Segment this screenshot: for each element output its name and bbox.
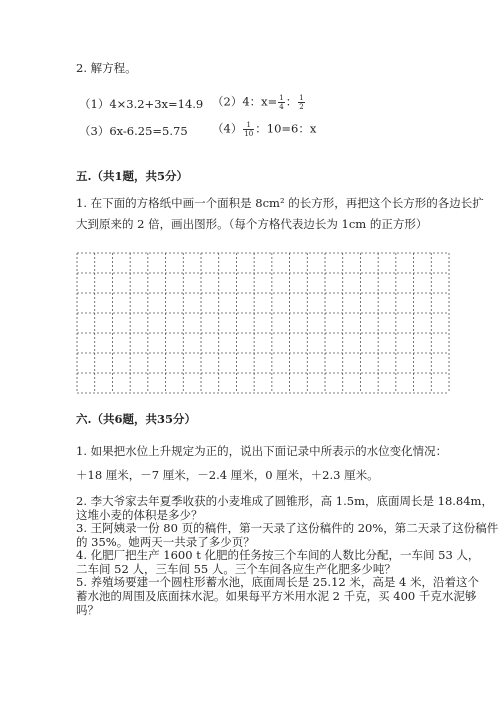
section-heading-equations: 2. 解方程。 [76,61,137,75]
ratio-colon: ： [285,94,298,109]
square-grid-paper [76,252,450,394]
fraction-numerator: 1 [243,121,254,130]
fraction-one-half [298,94,304,111]
fraction-one-tenth [243,121,254,138]
question-6-3-line2: 的 35%。她两天一共录了多少页？ [76,535,255,549]
question-6-4-line2: 二车间 52 人，三车间 55 人。三个车间各应生产化肥多少吨？ [76,562,396,576]
fraction-denominator: 4 [279,103,284,111]
question-6-5-line2: 蓄水池的周围及底面抹水泥。如果每平方米用水泥 2 千克，买 400 千克水泥够 [76,589,477,603]
question-5-1-line1: 1. 在下面的方格纸中画一个面积是 8cm² 的长方形，再把这个长方形的各边长扩 [76,196,484,210]
question-6-1-values: ＋18 厘米，－7 厘米，－2.4 厘米，0 厘米，＋2.3 厘米。 [76,468,379,482]
equation-4-prefix: （4） [212,121,243,136]
question-5-1-line2: 大到原来的 2 倍，画出图形。（每个方格代表边长为 1cm 的正方形） [76,217,428,231]
equation-2-prefix: （2）4：x= [212,94,278,109]
question-6-4-line1: 4. 化肥厂把生产 1600 t 化肥的任务按三个车间的人数比分配，一车间 53 人， [76,548,480,562]
question-6-5-line1: 5. 养殖场要建一个圆柱形蓄水池，底面周长是 25.12 米，高是 4 米，沿着这个 [76,575,479,589]
equation-4 [212,121,316,138]
question-6-5-line3: 吗？ [76,603,99,617]
fraction-numerator: 1 [299,94,304,102]
fraction-denominator: 2 [299,103,304,111]
question-6-2-line2: 这堆小麦的体积是多少？ [76,508,203,522]
equation-4-suffix: ：10=6：x [255,121,317,136]
fraction-numerator: 1 [279,94,284,102]
section-five-title: 五.（共1题，共5分） [76,169,189,183]
fraction-one-quarter [278,94,284,111]
question-6-1: 1. 如果把水位上升规定为正的，说出下面记录中所表示的水位变化情况： [76,444,448,458]
equation-3: （3）6x-6.25=5.75 [79,124,188,138]
question-6-2-line1: 2. 李大爷家去年夏季收获的小麦堆成了圆锥形，高 1.5m，底面周长是 18.84m， [76,494,493,508]
equation-1: （1）4×3.2+3x=14.9 [79,97,204,111]
equation-2 [212,94,306,111]
fraction-denominator: 10 [244,130,254,138]
question-6-3-line1: 3. 王阿姨录一份 80 页的稿件，第一天录了这份稿件的 20%，第二天录了这份稿件 [76,521,499,535]
section-six-title: 六.（共6题，共35分） [76,412,197,426]
